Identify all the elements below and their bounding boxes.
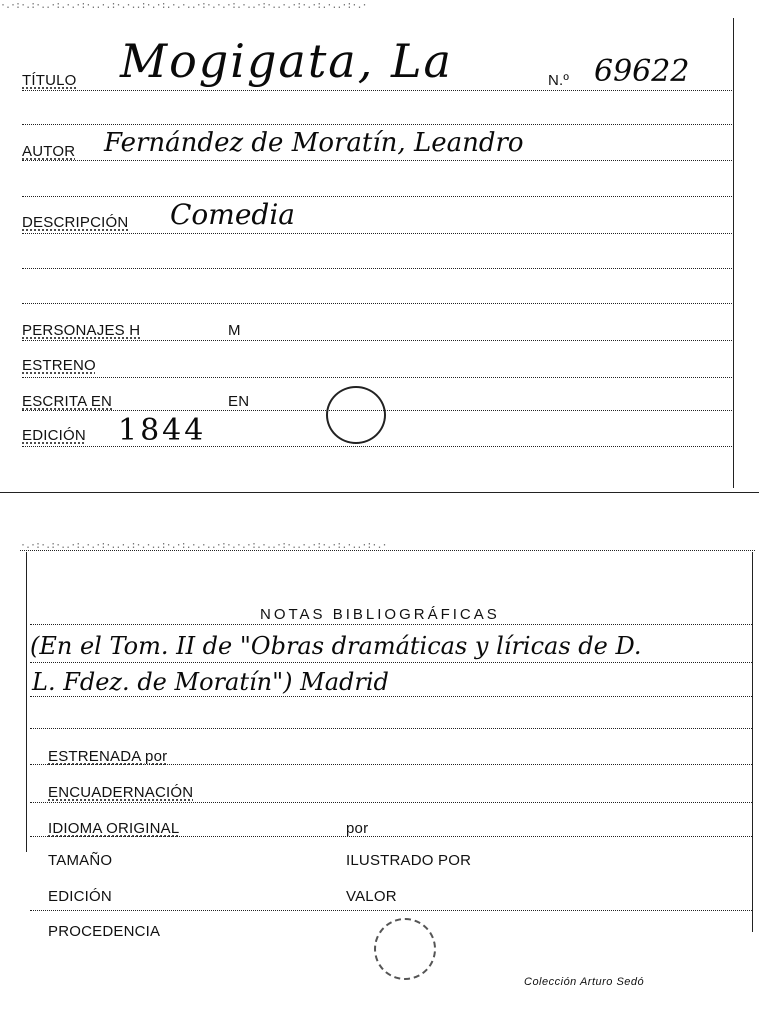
numero-label: N.º: [548, 72, 570, 89]
autor-value: Fernández de Moratín, Leandro: [104, 128, 524, 158]
card-bottom-edge: [0, 492, 759, 493]
rule-line: [30, 728, 752, 729]
rule-line: [22, 303, 732, 304]
encuadernacion-label: ENCUADERNACIÓN: [48, 784, 194, 801]
card-right-edge: [733, 18, 734, 488]
card-right-edge: [752, 552, 753, 932]
estrenada-label: ESTRENADA por: [48, 748, 168, 765]
tamano-label: TAMAÑO: [48, 852, 113, 869]
idioma-original-label: IDIOMA ORIGINAL: [48, 820, 180, 837]
rule-line: [30, 696, 752, 697]
rule-line: [22, 268, 732, 269]
notas-line-1: (En el Tom. II de "Obras dramáticas y líricas de D.: [30, 632, 642, 660]
rule-line: [30, 910, 752, 911]
numero-value: 69622: [594, 54, 690, 89]
collection-credit: Colección Arturo Sedó: [524, 976, 645, 988]
edicion-label: EDICIÓN: [48, 888, 112, 905]
rule-line: [22, 340, 732, 341]
estreno-label: ESTRENO: [22, 357, 96, 374]
rule-line: [22, 233, 732, 234]
catalog-card-front: [0, 0, 759, 495]
card-left-edge: [26, 552, 27, 852]
ilustrado-por-label: ILUSTRADO POR: [346, 852, 472, 869]
catalog-card-back: [0, 540, 759, 1028]
rule-line: [22, 90, 732, 91]
card-top-edge: [20, 550, 755, 551]
personajes-m-label: M: [228, 322, 241, 339]
notas-line-2: L. Fdez. de Moratín") Madrid: [32, 668, 389, 696]
edicion-label: EDICIÓN: [22, 427, 86, 444]
rule-line: [30, 624, 752, 625]
descripcion-label: DESCRIPCIÓN: [22, 214, 129, 231]
notas-bibliograficas-title: NOTAS BIBLIOGRÁFICAS: [260, 606, 500, 623]
procedencia-label: PROCEDENCIA: [48, 923, 161, 940]
descripcion-value: Comedia: [170, 198, 295, 231]
rule-line: [30, 802, 752, 803]
rule-line: [22, 377, 732, 378]
edicion-value: 1844: [118, 413, 207, 448]
valor-label: VALOR: [346, 888, 397, 905]
idioma-por-label: por: [346, 820, 369, 837]
rule-line: [22, 124, 732, 125]
punch-hole: [326, 386, 386, 444]
rule-line: [22, 160, 732, 161]
autor-label: AUTOR: [22, 143, 76, 160]
rule-line: [30, 662, 752, 663]
card-edge-speckle: ·.·:·.:·..·:.·.·:·..·.:·.·..:·.·:.·.·..·:·.·.·:.·..·:·..·.·:·.·:.·..·:·.·: [20, 540, 387, 551]
titulo-label: TÍTULO: [22, 72, 77, 89]
escrita-en-label: ESCRITA EN: [22, 393, 113, 410]
rule-line: [22, 196, 732, 197]
escrita-en-place-label: EN: [228, 393, 250, 410]
card-edge-speckle: ·.·:·.:·..·:.·.·:·..·.:·.·..:·.·:.·.·..·:·.·.·:.·..·:·..·.·:·.·:.·..·:·.·: [0, 0, 367, 11]
personajes-h-label: PERSONAJES H: [22, 322, 141, 339]
punch-hole: [374, 918, 436, 980]
titulo-value: Mogigata, La: [120, 34, 453, 88]
